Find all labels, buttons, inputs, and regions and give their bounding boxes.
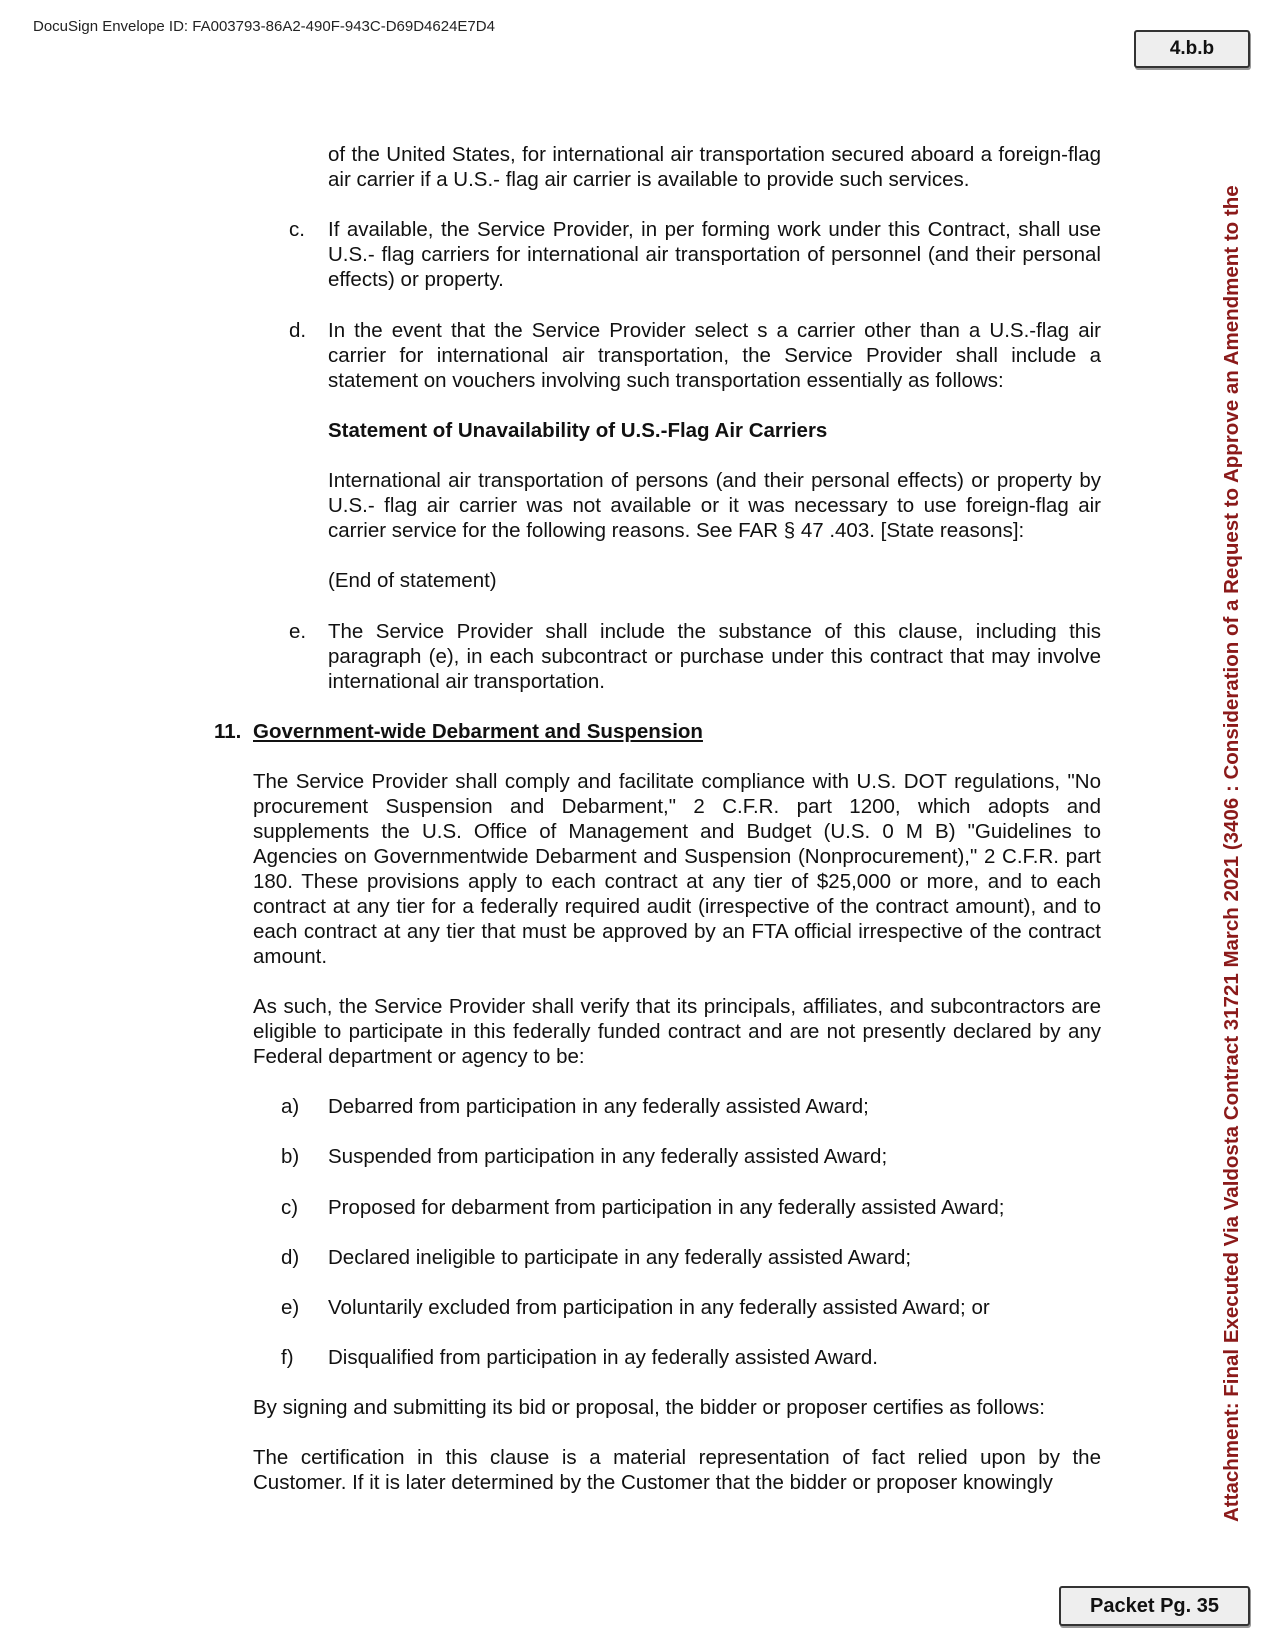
item-e-text: The Service Provider shall include the substance of this clause, including this paragraph (e), in each subcontract or purchase under this contract that may involve international air transportation.: [328, 620, 1101, 693]
statement-title: Statement of Unavailability of U.S.-Flag Air Carriers: [328, 419, 828, 442]
item-c-marker: c.: [289, 218, 305, 241]
list-item-c-marker: c): [281, 1196, 299, 1219]
section-11-paragraph-3: By signing and submitting its bid or proposal, the bidder or proposer certifies as follows:: [253, 1396, 1045, 1419]
statement-paragraph: [328, 468, 1101, 543]
item-d-paragraph: [328, 318, 1101, 393]
section-11-paragraph-2: [253, 994, 1101, 1069]
item-c-paragraph: [328, 217, 1101, 292]
list-item-b-marker: b): [281, 1145, 300, 1168]
list-item-c: Proposed for debarment from participation in any federally assisted Award;: [328, 1196, 1005, 1219]
list-item-d-marker: d): [281, 1246, 300, 1269]
attachment-side-note: Attachment: Final Executed Via Valdosta Contract 31721 March 2021 (3406 : Consideration of a Request to Approve an Amendment to the: [1220, 185, 1243, 1522]
packet-page-badge: Packet Pg. 35: [1059, 1586, 1250, 1626]
list-item-d: Declared ineligible to participate in any federally assisted Award;: [328, 1246, 912, 1269]
list-item-e: Voluntarily excluded from participation in any federally assisted Award; or: [328, 1296, 990, 1319]
list-item-e-marker: e): [281, 1296, 300, 1319]
section-11-paragraph-1-text: The Service Provider shall comply and facilitate compliance with U.S. DOT regulations, "No procurement Suspension and Debarment," 2 C.F.R. part 1200, which adopts and supplements the U.S. Office of Management and Budget (U.S. 0 M B) "Guidelines to Agencies on Governmentwide Debarment and Suspension (Nonprocurement)," 2 C.F.R. part 180. These provisions apply to each contract at any tier of $25,000 or more, and to each contract at any tier for a federally required audit (irrespective of the contract amount), and to each contract at any tier that must be approved by an FTA official irrespective of the contract amount.: [253, 770, 1101, 968]
list-item-b: Suspended from participation in any federally assisted Award;: [328, 1145, 888, 1168]
section-tag-badge: 4.b.b: [1134, 30, 1250, 68]
section-11-title: Government-wide Debarment and Suspension: [253, 720, 703, 743]
list-item-a-marker: a): [281, 1095, 300, 1118]
section-11-paragraph-1: [253, 769, 1101, 969]
end-of-statement: (End of statement): [328, 569, 497, 592]
envelope-id: DocuSign Envelope ID: FA003793-86A2-490F-943C-D69D4624E7D4: [33, 18, 495, 35]
item-c-text: If available, the Service Provider, in per forming work under this Contract, shall use U.S.- flag carriers for international air transportation of personnel (and their personal effects) or property.: [328, 218, 1101, 291]
list-item-f: Disqualified from participation in ay federally assisted Award.: [328, 1346, 878, 1369]
continuation-paragraph: [328, 142, 1101, 192]
item-d-text: In the event that the Service Provider select s a carrier other than a U.S.-flag air carrier for international air transportation, the Service Provider shall include a statement on vouchers involving such transportation essentially as follows:: [328, 319, 1101, 392]
section-11-paragraph-2-text: As such, the Service Provider shall verify that its principals, affiliates, and subcontractors are eligible to participate in this federally funded contract and are not presently declared by any Federal department or agency to be:: [253, 995, 1101, 1068]
statement-text: International air transportation of persons (and their personal effects) or property by U.S.- flag air carrier was not available or it was necessary to use foreign-flag air carrier service for the following reasons. See FAR § 47 .403. [State reasons]:: [328, 469, 1101, 542]
section-11-number: 11.: [214, 720, 242, 743]
section-11-paragraph-4: [253, 1445, 1101, 1495]
item-d-marker: d.: [289, 319, 307, 342]
section-11-paragraph-4-text: The certification in this clause is a material representation of fact relied upon by the Customer. If it is later determined by the Customer that the bidder or proposer knowingly: [253, 1446, 1101, 1494]
item-e-marker: e.: [289, 620, 307, 643]
list-item-f-marker: f): [281, 1346, 294, 1369]
item-e-paragraph: [328, 619, 1101, 694]
continuation-text: of the United States, for international air transportation secured aboard a foreign-flag air carrier if a U.S.- flag air carrier is available to provide such services.: [328, 143, 1101, 191]
list-item-a: Debarred from participation in any federally assisted Award;: [328, 1095, 869, 1118]
